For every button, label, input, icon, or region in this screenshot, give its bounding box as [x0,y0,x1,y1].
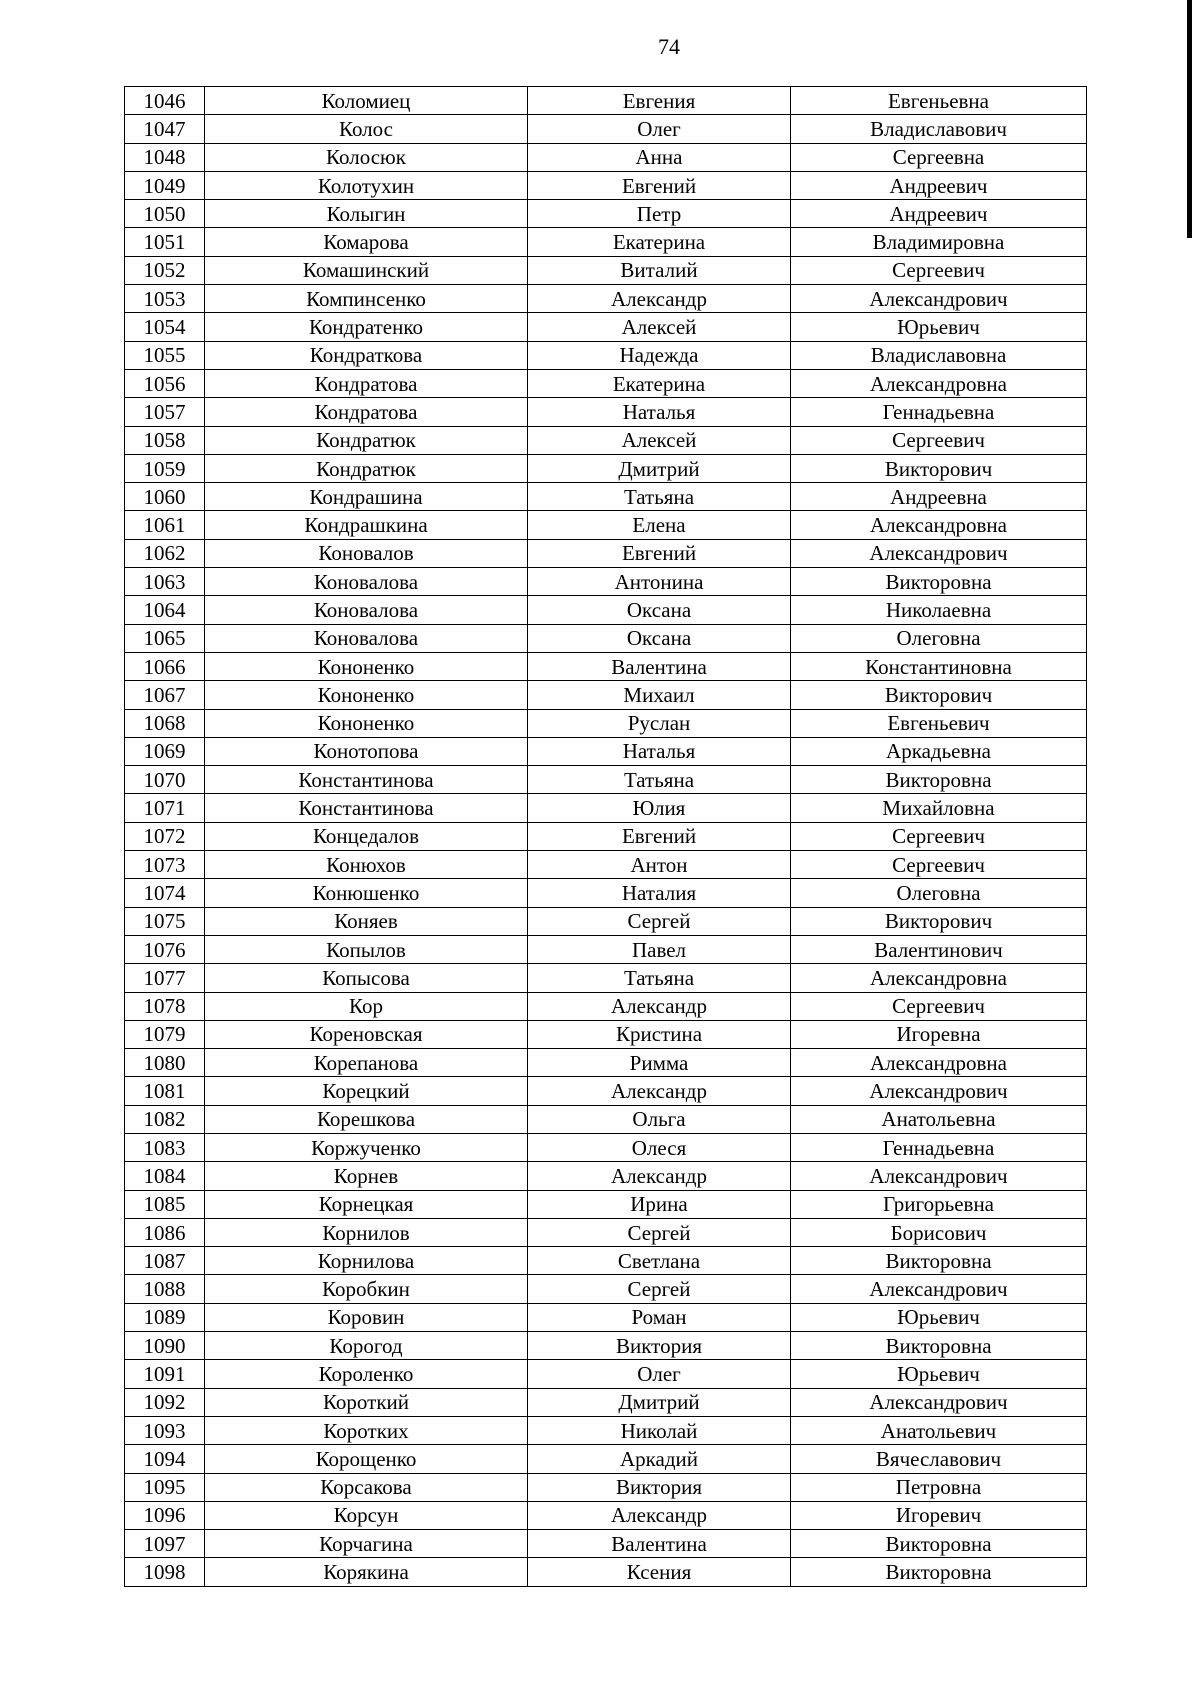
first-name-cell: Римма [528,1049,791,1077]
patronymic-cell: Владиславович [791,115,1087,143]
table-row [125,171,1087,199]
patronymic-cell: Игоревна [791,1020,1087,1048]
row-number-cell: 1093 [125,1416,205,1444]
patronymic-cell: Юрьевич [791,1360,1087,1388]
first-name-cell: Олег [528,1360,791,1388]
table-row [125,1049,1087,1077]
last-name-cell: Кондратюк [205,454,528,482]
table-row [125,1388,1087,1416]
table-row [125,1332,1087,1360]
last-name-cell: Коровин [205,1303,528,1331]
first-name-cell: Евгений [528,171,791,199]
last-name-cell: Коновалова [205,568,528,596]
person-list-table [124,86,1087,1587]
table-row [125,709,1087,737]
first-name-cell: Татьяна [528,964,791,992]
patronymic-cell: Евгеньевич [791,709,1087,737]
first-name-cell: Алексей [528,426,791,454]
row-number-cell: 1059 [125,454,205,482]
patronymic-cell: Александровна [791,511,1087,539]
patronymic-cell: Вячеславович [791,1445,1087,1473]
last-name-cell: Кондрашкина [205,511,528,539]
table-row [125,200,1087,228]
last-name-cell: Корепанова [205,1049,528,1077]
patronymic-cell: Сергеевич [791,851,1087,879]
patronymic-cell: Игоревич [791,1501,1087,1529]
patronymic-cell: Владимировна [791,228,1087,256]
first-name-cell: Петр [528,200,791,228]
patronymic-cell: Геннадьевна [791,1133,1087,1161]
patronymic-cell: Андреевич [791,200,1087,228]
table-row [125,652,1087,680]
first-name-cell: Евгений [528,822,791,850]
patronymic-cell: Валентинович [791,935,1087,963]
first-name-cell: Антон [528,851,791,879]
first-name-cell: Оксана [528,596,791,624]
first-name-cell: Александр [528,1077,791,1105]
row-number-cell: 1080 [125,1049,205,1077]
row-number-cell: 1074 [125,879,205,907]
scan-edge-mark [1187,0,1192,238]
table-row [125,483,1087,511]
table-row [125,1190,1087,1218]
row-number-cell: 1066 [125,652,205,680]
first-name-cell: Аркадий [528,1445,791,1473]
first-name-cell: Александр [528,1501,791,1529]
first-name-cell: Надежда [528,341,791,369]
patronymic-cell: Викторовна [791,766,1087,794]
row-number-cell: 1086 [125,1218,205,1246]
first-name-cell: Юлия [528,794,791,822]
last-name-cell: Концедалов [205,822,528,850]
person-list-body [125,87,1087,1587]
table-row [125,313,1087,341]
patronymic-cell: Сергеевич [791,426,1087,454]
last-name-cell: Кононенко [205,681,528,709]
patronymic-cell: Евгеньевна [791,87,1087,115]
first-name-cell: Екатерина [528,228,791,256]
row-number-cell: 1075 [125,907,205,935]
last-name-cell: Комарова [205,228,528,256]
first-name-cell: Виктория [528,1332,791,1360]
table-row [125,964,1087,992]
patronymic-cell: Константиновна [791,652,1087,680]
first-name-cell: Олег [528,115,791,143]
row-number-cell: 1047 [125,115,205,143]
first-name-cell: Ирина [528,1190,791,1218]
patronymic-cell: Николаевна [791,596,1087,624]
table-row [125,992,1087,1020]
first-name-cell: Антонина [528,568,791,596]
table-row [125,511,1087,539]
table-row [125,341,1087,369]
first-name-cell: Александр [528,992,791,1020]
last-name-cell: Корсун [205,1501,528,1529]
row-number-cell: 1073 [125,851,205,879]
patronymic-cell: Анатольевна [791,1105,1087,1133]
row-number-cell: 1058 [125,426,205,454]
row-number-cell: 1085 [125,1190,205,1218]
row-number-cell: 1089 [125,1303,205,1331]
table-row [125,1360,1087,1388]
row-number-cell: 1070 [125,766,205,794]
patronymic-cell: Олеговна [791,624,1087,652]
patronymic-cell: Аркадьевна [791,737,1087,765]
patronymic-cell: Александровна [791,369,1087,397]
last-name-cell: Корнецкая [205,1190,528,1218]
row-number-cell: 1077 [125,964,205,992]
table-row [125,1445,1087,1473]
row-number-cell: 1098 [125,1558,205,1586]
row-number-cell: 1065 [125,624,205,652]
table-row [125,596,1087,624]
table-row [125,454,1087,482]
row-number-cell: 1056 [125,369,205,397]
last-name-cell: Кондратова [205,369,528,397]
row-number-cell: 1053 [125,285,205,313]
row-number-cell: 1062 [125,539,205,567]
patronymic-cell: Викторовна [791,1247,1087,1275]
row-number-cell: 1068 [125,709,205,737]
first-name-cell: Руслан [528,709,791,737]
first-name-cell: Дмитрий [528,454,791,482]
row-number-cell: 1083 [125,1133,205,1161]
table-row [125,1162,1087,1190]
row-number-cell: 1094 [125,1445,205,1473]
table-row [125,851,1087,879]
table-row [125,879,1087,907]
last-name-cell: Коняев [205,907,528,935]
row-number-cell: 1046 [125,87,205,115]
first-name-cell: Павел [528,935,791,963]
last-name-cell: Кореновская [205,1020,528,1048]
first-name-cell: Дмитрий [528,1388,791,1416]
row-number-cell: 1079 [125,1020,205,1048]
patronymic-cell: Сергеевич [791,992,1087,1020]
first-name-cell: Николай [528,1416,791,1444]
table-row [125,398,1087,426]
last-name-cell: Кононенко [205,652,528,680]
table-row [125,115,1087,143]
last-name-cell: Коломиец [205,87,528,115]
patronymic-cell: Викторовна [791,1530,1087,1558]
patronymic-cell: Викторович [791,681,1087,709]
last-name-cell: Кондратюк [205,426,528,454]
last-name-cell: Конюшенко [205,879,528,907]
table-row [125,1218,1087,1246]
row-number-cell: 1052 [125,256,205,284]
first-name-cell: Светлана [528,1247,791,1275]
first-name-cell: Оксана [528,624,791,652]
last-name-cell: Корешкова [205,1105,528,1133]
table-row [125,1303,1087,1331]
patronymic-cell: Александрович [791,1388,1087,1416]
last-name-cell: Коржученко [205,1133,528,1161]
table-row [125,143,1087,171]
row-number-cell: 1050 [125,200,205,228]
patronymic-cell: Александровна [791,964,1087,992]
patronymic-cell: Юрьевич [791,313,1087,341]
patronymic-cell: Александрович [791,1077,1087,1105]
last-name-cell: Корогод [205,1332,528,1360]
patronymic-cell: Михайловна [791,794,1087,822]
row-number-cell: 1076 [125,935,205,963]
last-name-cell: Корецкий [205,1077,528,1105]
table-row [125,1247,1087,1275]
row-number-cell: 1054 [125,313,205,341]
table-row [125,1133,1087,1161]
last-name-cell: Корякина [205,1558,528,1586]
first-name-cell: Наталия [528,879,791,907]
last-name-cell: Коновалова [205,596,528,624]
patronymic-cell: Юрьевич [791,1303,1087,1331]
last-name-cell: Коротких [205,1416,528,1444]
table-row [125,766,1087,794]
last-name-cell: Комашинский [205,256,528,284]
first-name-cell: Елена [528,511,791,539]
last-name-cell: Компинсенко [205,285,528,313]
table-row [125,737,1087,765]
patronymic-cell: Викторовна [791,1332,1087,1360]
first-name-cell: Роман [528,1303,791,1331]
first-name-cell: Михаил [528,681,791,709]
last-name-cell: Коновалова [205,624,528,652]
last-name-cell: Корнилов [205,1218,528,1246]
last-name-cell: Кононенко [205,709,528,737]
first-name-cell: Сергей [528,907,791,935]
last-name-cell: Короленко [205,1360,528,1388]
table-row [125,1501,1087,1529]
patronymic-cell: Андреевна [791,483,1087,511]
patronymic-cell: Александрович [791,539,1087,567]
row-number-cell: 1051 [125,228,205,256]
row-number-cell: 1048 [125,143,205,171]
table-row [125,426,1087,454]
first-name-cell: Александр [528,285,791,313]
row-number-cell: 1069 [125,737,205,765]
last-name-cell: Короткий [205,1388,528,1416]
table-row [125,1473,1087,1501]
table-row [125,1105,1087,1133]
patronymic-cell: Александрович [791,1162,1087,1190]
first-name-cell: Екатерина [528,369,791,397]
first-name-cell: Ольга [528,1105,791,1133]
table-row [125,624,1087,652]
first-name-cell: Виктория [528,1473,791,1501]
patronymic-cell: Анатольевич [791,1416,1087,1444]
last-name-cell: Копылов [205,935,528,963]
first-name-cell: Татьяна [528,766,791,794]
last-name-cell: Коновалов [205,539,528,567]
last-name-cell: Константинова [205,794,528,822]
table-row [125,822,1087,850]
table-row [125,87,1087,115]
row-number-cell: 1061 [125,511,205,539]
last-name-cell: Копысова [205,964,528,992]
last-name-cell: Корсакова [205,1473,528,1501]
table-row [125,1530,1087,1558]
first-name-cell: Кристина [528,1020,791,1048]
table-row [125,369,1087,397]
first-name-cell: Виталий [528,256,791,284]
first-name-cell: Анна [528,143,791,171]
last-name-cell: Константинова [205,766,528,794]
patronymic-cell: Владиславовна [791,341,1087,369]
first-name-cell: Алексей [528,313,791,341]
last-name-cell: Кондрашина [205,483,528,511]
table-row [125,539,1087,567]
table-row [125,1020,1087,1048]
patronymic-cell: Петровна [791,1473,1087,1501]
last-name-cell: Конюхов [205,851,528,879]
patronymic-cell: Олеговна [791,879,1087,907]
row-number-cell: 1064 [125,596,205,624]
row-number-cell: 1049 [125,171,205,199]
row-number-cell: 1081 [125,1077,205,1105]
first-name-cell: Ксения [528,1558,791,1586]
table-row [125,285,1087,313]
last-name-cell: Колотухин [205,171,528,199]
first-name-cell: Наталья [528,398,791,426]
last-name-cell: Колыгин [205,200,528,228]
table-row [125,1077,1087,1105]
first-name-cell: Валентина [528,652,791,680]
patronymic-cell: Александрович [791,1275,1087,1303]
patronymic-cell: Андреевич [791,171,1087,199]
row-number-cell: 1067 [125,681,205,709]
first-name-cell: Александр [528,1162,791,1190]
patronymic-cell: Сергеевна [791,143,1087,171]
first-name-cell: Евгений [528,539,791,567]
last-name-cell: Корнев [205,1162,528,1190]
page-number: 74 [658,34,680,59]
patronymic-cell: Викторовна [791,568,1087,596]
last-name-cell: Колосюк [205,143,528,171]
row-number-cell: 1071 [125,794,205,822]
row-number-cell: 1092 [125,1388,205,1416]
last-name-cell: Коробкин [205,1275,528,1303]
last-name-cell: Кор [205,992,528,1020]
row-number-cell: 1072 [125,822,205,850]
last-name-cell: Корнилова [205,1247,528,1275]
first-name-cell: Наталья [528,737,791,765]
patronymic-cell: Борисович [791,1218,1087,1246]
table-row [125,568,1087,596]
table-row [125,1558,1087,1586]
patronymic-cell: Викторович [791,907,1087,935]
row-number-cell: 1057 [125,398,205,426]
table-row [125,794,1087,822]
patronymic-cell: Геннадьевна [791,398,1087,426]
row-number-cell: 1091 [125,1360,205,1388]
patronymic-cell: Александрович [791,285,1087,313]
row-number-cell: 1088 [125,1275,205,1303]
table-row [125,935,1087,963]
table-row [125,681,1087,709]
last-name-cell: Корчагина [205,1530,528,1558]
patronymic-cell: Сергеевич [791,822,1087,850]
patronymic-cell: Александровна [791,1049,1087,1077]
first-name-cell: Татьяна [528,483,791,511]
row-number-cell: 1078 [125,992,205,1020]
row-number-cell: 1096 [125,1501,205,1529]
table-row [125,907,1087,935]
last-name-cell: Кондраткова [205,341,528,369]
first-name-cell: Олеся [528,1133,791,1161]
row-number-cell: 1095 [125,1473,205,1501]
row-number-cell: 1060 [125,483,205,511]
row-number-cell: 1055 [125,341,205,369]
last-name-cell: Конотопова [205,737,528,765]
row-number-cell: 1082 [125,1105,205,1133]
table-row [125,1416,1087,1444]
last-name-cell: Корощенко [205,1445,528,1473]
patronymic-cell: Викторовна [791,1558,1087,1586]
last-name-cell: Кондратова [205,398,528,426]
row-number-cell: 1097 [125,1530,205,1558]
row-number-cell: 1084 [125,1162,205,1190]
patronymic-cell: Сергеевич [791,256,1087,284]
row-number-cell: 1090 [125,1332,205,1360]
patronymic-cell: Григорьевна [791,1190,1087,1218]
table-row [125,228,1087,256]
first-name-cell: Евгения [528,87,791,115]
row-number-cell: 1087 [125,1247,205,1275]
table-row [125,256,1087,284]
row-number-cell: 1063 [125,568,205,596]
patronymic-cell: Викторович [791,454,1087,482]
last-name-cell: Колос [205,115,528,143]
first-name-cell: Сергей [528,1275,791,1303]
first-name-cell: Сергей [528,1218,791,1246]
first-name-cell: Валентина [528,1530,791,1558]
last-name-cell: Кондратенко [205,313,528,341]
table-row [125,1275,1087,1303]
